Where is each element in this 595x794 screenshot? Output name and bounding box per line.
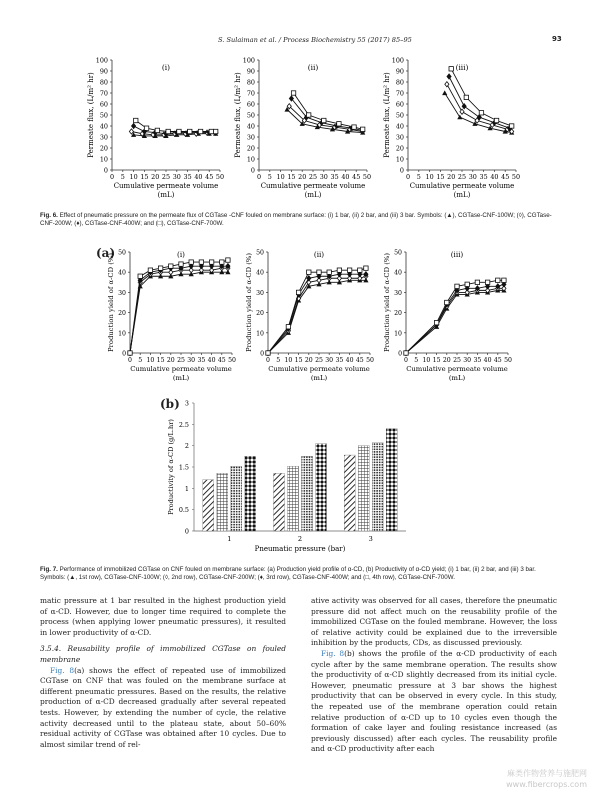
y-tick-label: 80 <box>246 78 255 87</box>
x-tick-label: 5 <box>138 357 143 364</box>
data-point <box>148 268 152 272</box>
y-tick-label: 20 <box>395 144 404 153</box>
data-point <box>296 290 300 294</box>
x-tick-label: 40 <box>483 357 492 364</box>
x-tick-label: 40 <box>207 357 216 364</box>
data-point <box>337 268 341 272</box>
x-axis-label-unit: (mL) <box>310 374 328 382</box>
data-point <box>199 260 203 264</box>
x-axis-label-unit: (mL) <box>448 374 466 382</box>
fig6-caption-label: Fig. 6. <box>40 212 58 219</box>
data-point <box>404 351 408 355</box>
data-point <box>198 129 202 133</box>
y-tick-label: 80 <box>395 78 404 87</box>
data-point <box>291 91 295 95</box>
x-axis-label: Pneumatic pressure (bar) <box>254 545 346 553</box>
body-left-column <box>40 596 286 750</box>
x-tick-label: 10 <box>284 357 293 364</box>
x-tick-label: 25 <box>161 173 171 181</box>
watermark-line-2: www.fibercrops.com <box>506 780 587 789</box>
y-tick-label: 50 <box>99 111 108 120</box>
series-line <box>406 288 504 353</box>
x-tick-label: 0 <box>266 357 270 364</box>
panel-label: (ii) <box>307 63 319 72</box>
data-point <box>364 266 368 270</box>
data-point <box>226 258 230 262</box>
bar <box>217 473 228 531</box>
x-tick-label: 50 <box>215 173 225 181</box>
y-tick-label: 30 <box>99 133 108 142</box>
x-axis-label-unit: (mL) <box>157 191 175 199</box>
data-point <box>220 260 224 264</box>
y-tick-label: 20 <box>246 144 255 153</box>
x-tick-label: 40 <box>341 173 350 181</box>
x-tick-label: 35 <box>330 173 339 181</box>
data-point <box>266 351 270 355</box>
x-tick-label: 25 <box>315 357 323 364</box>
data-point <box>128 351 132 355</box>
data-point <box>457 115 462 120</box>
x-tick-label: 50 <box>362 173 372 181</box>
panel-label: (i) <box>177 250 185 259</box>
y-tick-label: 50 <box>394 249 402 257</box>
data-point <box>317 270 321 274</box>
x-tick-label: 30 <box>325 357 334 364</box>
x-tick-label: 1 <box>227 535 232 543</box>
series-line <box>130 272 228 353</box>
data-point <box>445 300 449 304</box>
data-point <box>306 113 310 117</box>
y-tick-label: 80 <box>99 78 108 87</box>
x-tick-label: 5 <box>276 357 281 364</box>
left-paragraph-1: matic pressure at 1 bar resulted in the highest production yield of α-CD. However, due to longer time required to complete the process (when applying lower pneumatic pressures), it resulted in lower productivity of α-CD. <box>40 596 286 637</box>
bar <box>274 473 285 531</box>
y-axis-label: Permeate flux, (L/m² hr) <box>87 72 95 158</box>
x-tick-label: 50 <box>511 173 521 181</box>
data-point <box>465 282 469 286</box>
fig7-caption <box>40 566 560 583</box>
x-tick-label: 30 <box>319 173 328 181</box>
y-axis-label: Permeate flux, (L/m² hr) <box>234 72 242 158</box>
running-title: S. Sulaiman et al. / Process Biochemistry 55 (2017) 85–95 <box>218 36 412 44</box>
x-axis-label: Cumulative permeate volume <box>409 182 515 190</box>
y-tick-label: 10 <box>395 155 404 164</box>
fig7a-panel-iii <box>382 244 518 389</box>
bar <box>245 456 256 531</box>
x-tick-label: 45 <box>205 173 214 181</box>
fig7b-bar-chart <box>160 396 420 556</box>
y-tick-label: 2 <box>184 442 189 451</box>
data-point <box>347 268 351 272</box>
y-tick-label: 20 <box>394 310 402 318</box>
x-tick-label: 25 <box>457 173 467 181</box>
data-point <box>327 270 331 274</box>
data-point <box>502 278 506 282</box>
data-point <box>307 270 311 274</box>
data-point <box>322 118 326 122</box>
watermark <box>506 768 587 790</box>
x-axis-label-unit: (mL) <box>172 374 190 382</box>
right-paragraph-2-text: (b) shows the profile of the α-CD productivity of each cycle after by the same membrane operation. The results show the productivity of α-CD slightly decreased from its initial cycle. However, pneumatic pressure at 3 bar shows the highest productivity that can be observed in every cycle. In this study, the repeated use of the membrane operation could retain relative production of α-CD up to 10 cycles even though the formation of cake layer and fouling resistance increased (as previously discussed) after each cycles. The reusability profile and α-CD productivity after each <box>311 648 557 754</box>
bar <box>372 443 383 531</box>
x-tick-label: 45 <box>501 173 510 181</box>
data-point <box>447 74 451 79</box>
y-tick-label: 0 <box>260 350 264 358</box>
bar <box>316 444 327 531</box>
y-tick-label: 10 <box>394 330 402 338</box>
data-point <box>485 280 489 284</box>
bar <box>386 429 397 531</box>
y-tick-label: 0.5 <box>178 506 189 515</box>
x-axis-label: Cumulative permeate volume <box>406 365 508 373</box>
y-tick-label: 0 <box>398 350 402 358</box>
y-tick-label: 0 <box>103 166 108 175</box>
y-tick-label: 60 <box>246 100 255 109</box>
panel-label: (iii) <box>450 250 464 259</box>
fig6-panel-iii <box>382 50 532 205</box>
left-paragraph-2 <box>40 666 286 751</box>
data-point <box>286 325 290 329</box>
bar <box>302 456 313 531</box>
x-tick-label: 20 <box>447 173 456 181</box>
y-tick-label: 10 <box>246 155 255 164</box>
series-line <box>406 290 504 353</box>
y-tick-label: 0 <box>122 350 126 358</box>
x-tick-label: 0 <box>128 357 132 364</box>
data-point <box>464 95 468 99</box>
panel-label: (ii) <box>313 250 325 259</box>
x-tick-label: 30 <box>463 357 472 364</box>
bar <box>358 446 369 531</box>
x-tick-label: 10 <box>276 173 285 181</box>
panel-label: (i) <box>161 63 171 72</box>
x-tick-label: 30 <box>468 173 477 181</box>
y-tick-label: 50 <box>395 111 404 120</box>
y-tick-label: 50 <box>246 111 255 120</box>
y-tick-label: 40 <box>246 122 255 131</box>
x-tick-label: 35 <box>335 357 344 364</box>
x-tick-label: 0 <box>256 173 262 181</box>
x-tick-label: 25 <box>453 357 461 364</box>
x-tick-label: 15 <box>287 173 296 181</box>
data-point <box>462 104 466 109</box>
data-point <box>189 260 193 264</box>
y-tick-label: 40 <box>395 122 404 131</box>
y-axis-label: Production yield of α-CD (%) <box>245 253 253 352</box>
x-tick-label: 20 <box>166 357 175 364</box>
fig7-panel-b-label: (b) <box>160 397 180 411</box>
y-tick-label: 0 <box>250 166 255 175</box>
data-point <box>188 129 192 133</box>
y-axis-label: Productivity of α-CD (g/L.hr) <box>167 419 175 515</box>
x-axis-label: Cumulative permeate volume <box>130 365 232 373</box>
data-point <box>434 321 438 325</box>
x-axis-label-unit: (mL) <box>304 191 322 199</box>
y-tick-label: 100 <box>242 56 255 65</box>
bar <box>288 466 299 531</box>
y-tick-label: 20 <box>118 310 126 318</box>
x-tick-label: 5 <box>267 173 272 181</box>
x-axis-label: Cumulative permeate volume <box>260 182 366 190</box>
x-tick-label: 20 <box>298 173 307 181</box>
y-tick-label: 3 <box>184 399 189 408</box>
x-tick-label: 40 <box>345 357 354 364</box>
right-paragraph-2 <box>311 649 557 755</box>
y-tick-label: 0 <box>399 166 404 175</box>
y-tick-label: 20 <box>99 144 108 153</box>
x-tick-label: 30 <box>172 173 181 181</box>
y-tick-label: 60 <box>99 100 108 109</box>
y-tick-label: 30 <box>246 133 255 142</box>
x-tick-label: 45 <box>217 357 226 364</box>
data-point <box>479 111 483 115</box>
y-tick-label: 70 <box>99 89 108 98</box>
y-tick-label: 70 <box>395 89 404 98</box>
data-point <box>352 125 356 129</box>
data-point <box>129 129 133 134</box>
data-point <box>155 128 159 132</box>
x-tick-label: 50 <box>228 357 236 364</box>
series-line <box>268 280 366 353</box>
data-point <box>169 264 173 268</box>
y-axis-label: Production yield of α-CD (%) <box>383 253 391 352</box>
x-tick-label: 15 <box>156 357 165 364</box>
data-point <box>132 123 136 128</box>
y-tick-label: 30 <box>394 289 402 297</box>
data-point <box>455 284 459 288</box>
fig6-caption <box>40 212 560 229</box>
data-point <box>166 129 170 133</box>
bar <box>203 480 214 531</box>
y-tick-label: 50 <box>118 249 126 257</box>
x-tick-label: 5 <box>120 173 125 181</box>
y-tick-label: 20 <box>256 310 264 318</box>
fig7a-panel-ii <box>244 244 380 389</box>
x-tick-label: 10 <box>129 173 138 181</box>
x-tick-label: 40 <box>490 173 499 181</box>
fig6-caption-text: Effect of pneumatic pressure on the permeate flux of CGTase -CNF fouled on membrane surface: (i) 1 bar, (ii) 2 bar, and (iii) 3 bar. Symbols: (▲), CGTase-CNF-100W; (◊), CGTase-CNF-200W; (♦), CGTase-CNF-400W; and (□), CGTase-CNF-700W. <box>40 212 552 228</box>
x-tick-label: 35 <box>473 357 482 364</box>
data-point <box>358 268 362 272</box>
y-axis-label: Production yield of α-CD (%) <box>107 253 115 352</box>
data-point <box>337 122 341 126</box>
bar <box>231 466 242 531</box>
x-tick-label: 3 <box>368 535 373 543</box>
y-tick-label: 90 <box>246 67 255 76</box>
y-tick-label: 60 <box>395 100 404 109</box>
x-tick-label: 10 <box>146 357 155 364</box>
y-tick-label: 30 <box>395 133 404 142</box>
x-tick-label: 30 <box>187 357 196 364</box>
y-tick-label: 70 <box>246 89 255 98</box>
x-tick-label: 0 <box>405 173 411 181</box>
data-point <box>158 266 162 270</box>
series-line <box>130 268 228 353</box>
watermark-line-1: 麻类作物营养与施肥网 <box>507 769 587 778</box>
fig7-caption-label: Fig. 7. <box>40 566 58 573</box>
series-line <box>268 276 366 353</box>
x-tick-label: 20 <box>304 357 313 364</box>
x-tick-label: 5 <box>414 357 419 364</box>
y-tick-label: 10 <box>99 155 108 164</box>
y-tick-label: 40 <box>394 269 402 277</box>
fig7-panel-a-label: (a) <box>96 246 116 260</box>
x-tick-label: 25 <box>177 357 185 364</box>
x-tick-label: 15 <box>432 357 441 364</box>
x-tick-label: 45 <box>493 357 502 364</box>
fig8-link[interactable]: Fig. 8 <box>50 665 75 675</box>
fig6-panel-i <box>86 50 236 205</box>
x-tick-label: 5 <box>416 173 421 181</box>
x-tick-label: 15 <box>436 173 445 181</box>
y-tick-label: 1.5 <box>178 463 189 472</box>
x-tick-label: 45 <box>355 357 364 364</box>
x-tick-label: 10 <box>422 357 431 364</box>
x-tick-label: 15 <box>294 357 303 364</box>
x-tick-label: 0 <box>404 357 408 364</box>
x-tick-label: 35 <box>197 357 206 364</box>
fig7a-panel-i <box>106 244 242 389</box>
x-tick-label: 15 <box>140 173 149 181</box>
y-tick-label: 0 <box>184 527 189 536</box>
y-tick-label: 2.5 <box>178 420 189 429</box>
data-point <box>144 126 148 130</box>
x-axis-label-unit: (mL) <box>453 191 471 199</box>
x-axis-label: Cumulative permeate volume <box>268 365 370 373</box>
left-paragraph-2-text: (a) shows the effect of repeated use of immobilized CGTase on CNF that was fouled on the membrane surface at different pneumatic pressures. Based on the results, the relative production of α-CD decreased gradually after several repeated tests. However, by extending the number of cycle, the relative activity decreased until to the plateau state, about 50–60% residual activity of CGTase was obtained after 10 cycles. Due to almost similar trend of rel- <box>40 665 286 749</box>
panel-label: (iii) <box>455 63 469 72</box>
data-point <box>179 262 183 266</box>
x-tick-label: 50 <box>366 357 374 364</box>
data-point <box>209 260 213 264</box>
x-tick-label: 20 <box>151 173 160 181</box>
y-tick-label: 10 <box>118 330 126 338</box>
x-tick-label: 35 <box>183 173 192 181</box>
x-tick-label: 45 <box>352 173 361 181</box>
y-tick-label: 50 <box>256 249 264 257</box>
page-number: 93 <box>552 35 562 43</box>
data-point <box>509 124 513 128</box>
y-tick-label: 40 <box>118 269 126 277</box>
data-point <box>138 274 142 278</box>
fig8-link-2[interactable]: Fig. 8 <box>321 648 345 658</box>
x-tick-label: 50 <box>504 357 512 364</box>
y-tick-label: 90 <box>395 67 404 76</box>
right-paragraph-1: ative activity was observed for all cases, therefore the pneumatic pressure did not affect much on the reusability profile of the immobilized CGTase on the fouled membrane. However, the loss of relative activity could be explained due to the irreversible inhibition by the products, CDs, as discussed previously. <box>311 596 557 648</box>
y-tick-label: 40 <box>99 122 108 131</box>
y-tick-label: 100 <box>95 56 108 65</box>
x-tick-label: 40 <box>194 173 203 181</box>
y-axis-label: Permeate flux, (L/m² hr) <box>383 72 391 158</box>
data-point <box>475 280 479 284</box>
data-point <box>496 278 500 282</box>
x-tick-label: 25 <box>308 173 318 181</box>
y-tick-label: 1 <box>184 484 189 493</box>
x-tick-label: 2 <box>297 535 303 543</box>
x-tick-label: 0 <box>109 173 115 181</box>
x-axis-label: Cumulative permeate volume <box>113 182 219 190</box>
x-tick-label: 35 <box>479 173 488 181</box>
data-point <box>360 127 364 131</box>
data-point <box>213 129 217 133</box>
y-tick-label: 30 <box>118 289 126 297</box>
y-tick-label: 40 <box>256 269 264 277</box>
fig6-panel-ii <box>233 50 383 205</box>
data-point <box>134 118 138 122</box>
body-right-column <box>311 596 557 755</box>
x-tick-label: 10 <box>425 173 434 181</box>
bar <box>344 455 355 531</box>
y-tick-label: 90 <box>99 67 108 76</box>
data-point <box>442 90 447 95</box>
y-tick-label: 10 <box>256 330 264 338</box>
y-tick-label: 100 <box>391 56 404 65</box>
data-point <box>494 118 498 122</box>
x-tick-label: 20 <box>442 357 451 364</box>
data-point <box>209 129 213 133</box>
y-tick-label: 30 <box>256 289 264 297</box>
fig7-caption-text: Performance of immobilized CGTase on CNF fouled on membrane surface: (a) Production yield profile of α-CD, (b) Productivity of α-CD yield; (i) 1 bar, (ii) 2 bar, and (iii) 3 bar. Symbols: (▲, 1st row), CGTase-CNF-100W; (◊, 2nd row), CGTase-CNF-200W; (♦, 3rd row), CGTase-CNF-400W; and (□, 4th row), CGTase-CNF-700W. <box>40 566 536 582</box>
data-point <box>177 129 181 133</box>
data-point <box>449 67 453 71</box>
section-heading-3-5-4: 3.5.4. Reusability profile of immobilized CGTase on fouled membrane <box>40 644 286 664</box>
